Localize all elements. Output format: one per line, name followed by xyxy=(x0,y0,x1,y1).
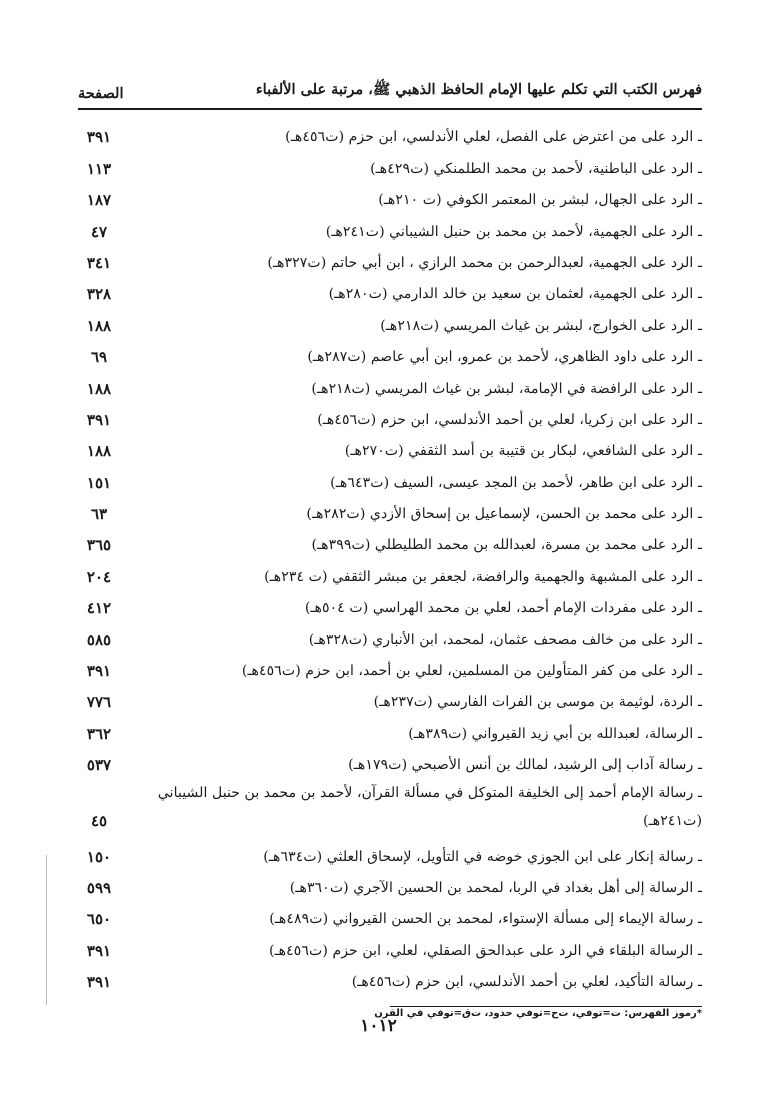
entry-title: ـ الردة، لوثيمة بن موسى بن الفرات الفارسي (ت٢٣٧هـ) xyxy=(373,694,702,711)
entry-page-number: ٣٦٢ xyxy=(86,724,112,743)
entry-page-number: ١٨٨ xyxy=(86,379,112,398)
index-entry xyxy=(70,591,702,622)
index-entry xyxy=(70,214,702,245)
entry-title: ـ الرد على الجهمية، لعبدالرحمن بن محمد الرازي ، ابن أبي حاتم (ت٣٢٧هـ) xyxy=(267,254,702,271)
page-header xyxy=(78,80,702,110)
entry-title: ـ الرسالة إلى أهل بغداد في الربا، لمحمد بن الحسين الآجري (ت٣٦٠هـ) xyxy=(289,879,702,896)
index-entry xyxy=(70,308,702,339)
entry-page-number: ١١٣ xyxy=(86,159,112,178)
entry-page-number: ٧٧٦ xyxy=(86,693,112,712)
entry-page-number: ٣٩١ xyxy=(86,410,112,429)
entry-page-number: ٥٨٥ xyxy=(86,630,112,649)
index-entry xyxy=(70,497,702,528)
entry-title: ـ الرد على مفردات الإمام أحمد، لعلي بن محمد الهراسي (ت ٥٠٤هـ) xyxy=(304,600,702,617)
page-column-label: الصفحة xyxy=(78,85,124,102)
index-entry xyxy=(70,246,702,277)
scan-artifact-line xyxy=(46,855,47,1005)
entry-title: ـ رسالة الإيماء إلى مسألة الإستواء، لمحمد بن الحسن القيرواني (ت٤٨٩هـ) xyxy=(269,911,702,928)
entry-title: ـ الرد على داود الظاهري، لأحمد بن عمرو، ابن أبي عاصم (ت٢٨٧هـ) xyxy=(307,349,702,366)
footnote-divider xyxy=(390,1006,702,1007)
index-entry xyxy=(70,277,702,308)
entry-title: ـ الرد على الجهال، لبشر بن المعتمر الكوفي (ت ٢١٠هـ) xyxy=(378,192,702,209)
entry-page-number: ٣٤١ xyxy=(86,253,112,272)
index-entry xyxy=(70,748,702,779)
index-title: فهرس الكتب التي تكلم عليها الإمام الحافظ الذهبي ﷺ، مرتبة على الألفباء xyxy=(255,81,702,98)
entry-page-number: ٦٩ xyxy=(90,348,108,367)
entry-page-number: ٣٩١ xyxy=(86,973,112,992)
entry-page-number: ٦٣ xyxy=(90,505,108,524)
index-entry xyxy=(70,151,702,182)
entry-title: ـ الرد على من خالف مصحف عثمان، لمحمد، ابن الأنباري (ت٣٢٨هـ) xyxy=(308,631,702,648)
entry-title: ـ الرد على من اعترض على الفصل، لعلي الأندلسي، ابن حزم (ت٤٥٦هـ) xyxy=(285,129,702,146)
index-entry xyxy=(70,716,702,747)
entry-title: ـ الرد على المشبهة والجهمية والرافضة، لجعفر بن مبشر الثقفي (ت ٢٣٤هـ) xyxy=(264,568,702,585)
entry-page-number: ١٥١ xyxy=(86,473,112,492)
index-entry xyxy=(70,183,702,214)
entry-page-number: ٢٠٤ xyxy=(86,567,112,586)
entry-page-number: ١٨٨ xyxy=(86,316,112,335)
entry-title: ـ الرد على ابن زكريا، لعلي بن أحمد الأندلسي، ابن حزم (ت٤٥٦هـ) xyxy=(317,411,702,428)
entry-page-number: ٣٩١ xyxy=(86,128,112,147)
index-entry xyxy=(70,871,702,902)
footnote-abbreviations: *رموز الفهرس: ت=توفي، ت‌ح=توفي حدود، ت‌ق=توفي في القرن xyxy=(374,1008,702,1019)
index-entry xyxy=(70,434,702,465)
index-entry xyxy=(70,403,702,434)
index-entry xyxy=(70,839,702,870)
entry-page-number: ٣٩١ xyxy=(86,941,112,960)
entry-page-number: ٤٧ xyxy=(90,222,108,241)
entry-page-number: ٣٦٥ xyxy=(86,536,112,555)
entry-page-number: ١٥٠ xyxy=(86,847,112,866)
entry-page-number: ٥٩٩ xyxy=(86,878,112,897)
index-entry xyxy=(70,371,702,402)
entry-page-number: ١٨٧ xyxy=(86,191,112,210)
index-entry xyxy=(70,779,702,839)
index-entry xyxy=(70,465,702,496)
entry-page-number: ٣٢٨ xyxy=(86,285,112,304)
entry-title: ـ الرد على الباطنية، لأحمد بن محمد الطلمنكي (ت٤٢٩هـ) xyxy=(370,160,702,177)
entry-page-number: ٣٩١ xyxy=(86,662,112,681)
index-entry xyxy=(70,559,702,590)
index-entry xyxy=(70,685,702,716)
entry-title: ـ الرد على محمد بن الحسن، لإسماعيل بن إسحاق الأزدي (ت٢٨٢هـ) xyxy=(306,506,702,523)
entry-title: ـ الرسالة البلقاء في الرد على عبدالحق الصقلي، لعلي، ابن حزم (ت٤٥٦هـ) xyxy=(268,942,702,959)
entry-title: ـ الرد على الرافضة في الإمامة، لبشر بن غياث المريسي (ت٢١٨هـ) xyxy=(311,380,702,397)
index-entry xyxy=(70,933,702,964)
index-entry xyxy=(70,622,702,653)
entry-title: ـ الرد على الجهمية، لعثمان بن سعيد بن خالد الدارمي (ت٢٨٠هـ) xyxy=(328,286,702,303)
page-number: ١٠١٢ xyxy=(360,1016,397,1036)
entry-title: ـ الرد على الخوارج، لبشر بن غياث المريسي (ت٢١٨هـ) xyxy=(380,317,702,334)
entry-title: ـ الرد على محمد بن مسرة، لعبدالله بن محمد الطليطلي (ت٣٩٩هـ) xyxy=(311,537,702,554)
entry-title: ـ رسالة إنكار على ابن الجوزي خوضه في التأويل، لإسحاق العلثي (ت٦٣٤هـ) xyxy=(263,848,702,865)
index-entry xyxy=(70,965,702,996)
entry-title: ـ الرد على الشافعي، لبكار بن قتيبة بن أسد الثقفي (ت٢٧٠هـ) xyxy=(344,443,702,460)
index-entry xyxy=(70,340,702,371)
entry-title: ـ رسالة التأكيد، لعلي بن أحمد الأندلسي، ابن حزم (ت٤٥٦هـ) xyxy=(351,974,702,991)
entry-title: ـ رسالة الإمام أحمد إلى الخليفة المتوكل في مسألة القرآن، لأحمد بن محمد بن حنبل الشيباني (ت٢٤١هـ) xyxy=(157,785,702,830)
entry-page-number: ٥٣٧ xyxy=(86,756,112,775)
entry-page-number: ٤٥ xyxy=(90,812,108,831)
entry-title: ـ الرد على ابن طاهر، لأحمد بن المجد عيسى، السيف (ت٦٤٣هـ) xyxy=(330,474,702,491)
index-entry xyxy=(70,120,702,151)
entry-title: ـ الرد على من كفر المتأولين من المسلمين، لعلي بن أحمد، ابن حزم (ت٤٥٦هـ) xyxy=(241,663,702,680)
entry-title: ـ رسالة آداب إلى الرشيد، لمالك بن أنس الأصبحي (ت١٧٩هـ) xyxy=(348,757,702,774)
entry-title: ـ الرد على الجهمية، لأحمد بن محمد بن حنبل الشيباني (ت٢٤١هـ) xyxy=(325,223,702,240)
index-entry xyxy=(70,902,702,933)
index-entries-list xyxy=(70,120,702,996)
entry-page-number: ٤١٢ xyxy=(86,599,112,618)
entry-title: ـ الرسالة، لعبدالله بن أبي زيد القيرواني (ت٣٨٩هـ) xyxy=(408,725,702,742)
index-entry xyxy=(70,528,702,559)
index-entry xyxy=(70,654,702,685)
entry-page-number: ٦٥٠ xyxy=(86,910,112,929)
entry-page-number: ١٨٨ xyxy=(86,442,112,461)
